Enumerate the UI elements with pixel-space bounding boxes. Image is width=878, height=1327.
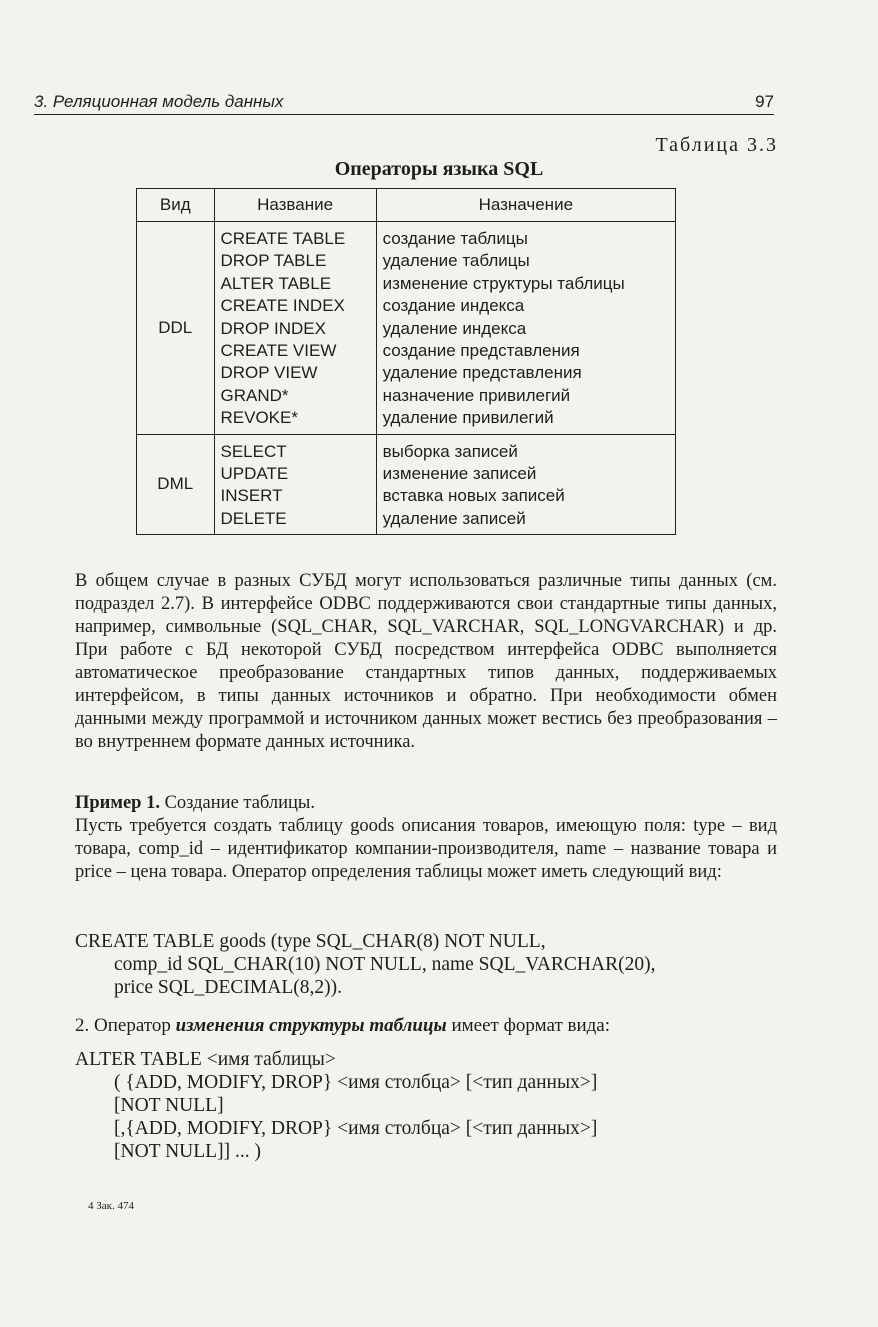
operator-name: DROP INDEX bbox=[220, 318, 326, 338]
column-header-purpose: Назначение bbox=[376, 189, 675, 222]
print-signature: 4 Зак. 474 bbox=[88, 1200, 134, 1212]
code-line: ( {ADD, MODIFY, DROP} <имя столбца> [<тип данных>] bbox=[114, 1072, 598, 1093]
operator-purpose: удаление индекса bbox=[382, 318, 527, 338]
table-header-row bbox=[137, 189, 676, 222]
code-line: [NOT NULL]] ... ) bbox=[114, 1141, 261, 1162]
operator-name: CREATE INDEX bbox=[220, 296, 345, 316]
code-line: price SQL_DECIMAL(8,2)). bbox=[114, 977, 342, 998]
operator-name: DELETE bbox=[220, 508, 287, 528]
paragraph-goods-table: Пусть требуется создать таблицу goods описания товаров, имеющую поля: type – вид товара, comp_id – идентификатор компании-производителя, name – название товара и price – цена товара. Оператор определения таблицы может иметь следующий вид: bbox=[75, 816, 777, 882]
operator-name: DROP TABLE bbox=[220, 251, 327, 271]
operator-name: REVOKE* bbox=[220, 408, 298, 428]
example-heading bbox=[75, 792, 777, 815]
example-label: Пример 1. bbox=[75, 793, 160, 813]
page-number: 97 bbox=[755, 92, 774, 111]
table-number: Таблица 3.3 bbox=[655, 134, 778, 156]
operator-purpose: создание таблицы bbox=[382, 229, 528, 248]
chapter-title: 3. Реляционная модель данных bbox=[34, 92, 284, 111]
example-text: Создание таблицы. bbox=[159, 793, 315, 813]
operator-purpose: создание представления bbox=[382, 341, 580, 361]
operator-name: GRAND* bbox=[220, 385, 289, 405]
code-line: ALTER TABLE <имя таблицы> bbox=[75, 1049, 336, 1070]
alter-table-intro bbox=[75, 1014, 777, 1037]
operator-purpose: удаление таблицы bbox=[382, 251, 530, 271]
sql-operators-table bbox=[136, 188, 676, 535]
operator-purpose: назначение привилегий bbox=[382, 385, 571, 405]
code-line: comp_id SQL_CHAR(10) NOT NULL, name SQL_VARCHAR(20), bbox=[114, 954, 656, 975]
code-line: [,{ADD, MODIFY, DROP} <имя столбца> [<тип данных>] bbox=[114, 1118, 598, 1139]
operator-name: CREATE VIEW bbox=[220, 341, 337, 361]
column-header-kind: Вид bbox=[137, 189, 215, 222]
item2-prefix: 2. Оператор bbox=[75, 1015, 176, 1036]
table-caption: Операторы языка SQL bbox=[334, 158, 544, 180]
operator-purpose: удаление представления bbox=[382, 363, 582, 383]
operator-purpose: удаление записей bbox=[382, 508, 526, 528]
operator-purposes-cell bbox=[376, 222, 675, 435]
column-header-name: Название bbox=[214, 189, 376, 222]
operator-purpose: изменение записей bbox=[382, 464, 537, 484]
operator-names-cell bbox=[214, 222, 376, 435]
operator-name: SELECT bbox=[220, 441, 287, 461]
operator-name: ALTER TABLE bbox=[220, 273, 332, 293]
operator-name: UPDATE bbox=[220, 464, 289, 484]
group-kind-cell: DML bbox=[137, 434, 215, 535]
table-row-dml bbox=[137, 434, 676, 535]
code-line: [NOT NULL] bbox=[114, 1095, 224, 1116]
operator-purpose: изменение структуры таблицы bbox=[382, 273, 625, 293]
operator-purpose: удаление привилегий bbox=[382, 408, 554, 428]
operator-names-cell bbox=[214, 434, 376, 535]
table-row-ddl bbox=[137, 222, 676, 435]
operator-name: CREATE TABLE bbox=[220, 229, 346, 248]
item2-emphasis: изменения структуры таблицы bbox=[175, 1015, 447, 1036]
operator-name: DROP VIEW bbox=[220, 363, 318, 383]
item2-suffix: имеет формат вида: bbox=[446, 1015, 611, 1036]
operator-purpose: выборка записей bbox=[382, 441, 518, 461]
paragraph-data-types: В общем случае в разных СУБД могут использоваться различные типы данных (см. подраздел 2.7). В интерфейсе ODBC поддерживаются свои стандартные типы данных, например, символьные (SQL_CHAR, SQL_VARCHAR, SQL_LONGVARCHAR) и др. При работе с БД некоторой СУБД посредством интерфейса ODBC выполняется автоматическое преобразование стандартных типов данных, поддерживаемых интерфейсом, в типы данных источников и обратно. При необходимости обмен данными между программой и источником данных может вестись без преобразования – во внутреннем формате данных источника. bbox=[75, 571, 777, 752]
running-header bbox=[34, 92, 774, 115]
group-kind-cell: DDL bbox=[137, 222, 215, 435]
operator-name: INSERT bbox=[220, 486, 283, 506]
operator-purposes-cell bbox=[376, 434, 675, 535]
code-line: CREATE TABLE goods (type SQL_CHAR(8) NOT NULL, bbox=[75, 931, 546, 952]
operator-purpose: вставка новых записей bbox=[382, 486, 565, 506]
operator-purpose: создание индекса bbox=[382, 296, 525, 316]
